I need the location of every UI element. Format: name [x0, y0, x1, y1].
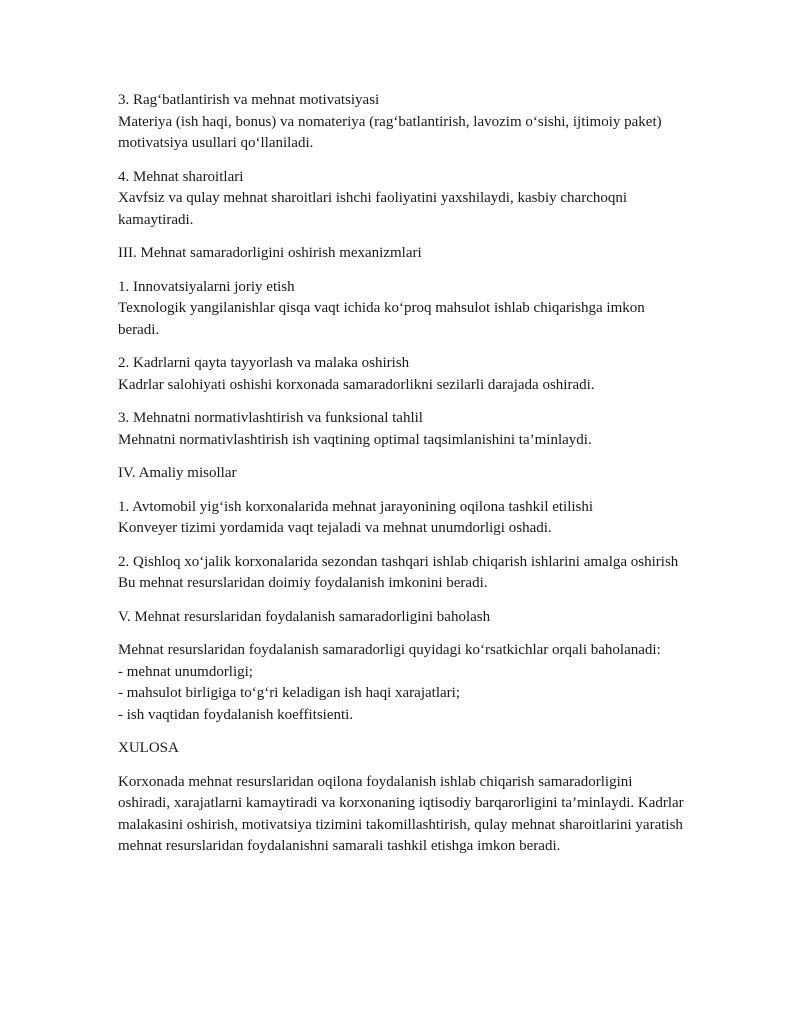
section-body: Kadrlar salohiyati oshishi korxonada samaradorlikni sezilarli darajada oshiradi.: [118, 376, 595, 393]
list-item: - mahsulot birligiga to‘g‘ri keladigan ish haqi xarajatlari;: [118, 685, 460, 701]
section-title: 2. Qishloq xo‘jalik korxonalarida sezondan tashqari ishlab chiqarish ishlarini amalga oshirish: [118, 553, 679, 570]
section-innovations: [118, 277, 688, 342]
section-title: 1. Innovatsiyalarni joriy etish: [118, 278, 295, 295]
list-item: - ish vaqtidan foydalanish koeffitsienti.: [118, 706, 354, 723]
section-body: Materiya (ish haqi, bonus) va nomateriya (rag‘batlantirish, lavozim o‘sishi, ijtimoiy paket) motivatsiya usullari qo‘llaniladi.: [118, 113, 662, 151]
section-title: 3. Mehnatni normativlashtirish va funksional tahlil: [118, 410, 423, 426]
section-body: Konveyer tizimi yordamida vaqt tejaladi va mehnat unumdorligi oshadi.: [118, 520, 552, 536]
section-title: 1. Avtomobil yig‘ish korxonalarida mehnat jarayonining oqilona tashkil etilishi: [118, 498, 594, 515]
section-normalization: [118, 408, 688, 451]
chapter-heading-v: V. Mehnat resurslaridan foydalanish samaradorligini baholash: [118, 608, 491, 625]
section-automotive-example: [118, 497, 688, 540]
section-body: Xavfsiz va qulay mehnat sharoitlari ishchi faoliyatini yaxshilaydi, kasbiy charchoqni kamaytiradi.: [118, 190, 628, 228]
chapter-heading-iv: IV. Amaliy misollar: [118, 465, 237, 481]
section-title: 3. Rag‘batlantirish va mehnat motivatsiyasi: [118, 92, 380, 108]
section-evaluation: [118, 640, 688, 726]
list-item: - mehnat unumdorligi;: [118, 663, 253, 680]
section-working-conditions: [118, 167, 688, 232]
conclusion: [118, 772, 688, 858]
document-page: [118, 90, 688, 870]
section-title: 4. Mehnat sharoitlari: [118, 168, 244, 185]
section-intro: Mehnat resurslaridan foydalanish samaradorligi quyidagi ko‘rsatkichlar orqali baholanadi:: [118, 642, 661, 658]
conclusion-body: Korxonada mehnat resurslaridan oqilona foydalanish ishlab chiqarish samaradorligini oshiradi, xarajatlarni kamaytiradi va korxonaning iqtisodiy barqarorligini ta’minlaydi. Kadrlar malakasini oshirish, motivatsiya tizimini takomillashtirish, qulay mehnat sharoitlarini yaratish mehnat resurslaridan foydalanishni samarali tashkil etishga imkon beradi.: [118, 773, 684, 854]
chapter-heading-iii: III. Mehnat samaradorligini oshirish mexanizmlari: [118, 245, 422, 261]
section-motivation: [118, 90, 688, 155]
section-agriculture-example: [118, 552, 688, 595]
conclusion-heading: XULOSA: [118, 740, 179, 756]
section-retraining: [118, 353, 688, 396]
section-title: 2. Kadrlarni qayta tayyorlash va malaka oshirish: [118, 355, 410, 371]
section-body: Bu mehnat resurslaridan doimiy foydalanish imkonini beradi.: [118, 575, 488, 591]
section-body: Texnologik yangilanishlar qisqa vaqt ichida ko‘proq mahsulot ishlab chiqarishga imkon beradi.: [118, 300, 645, 338]
section-body: Mehnatni normativlashtirish ish vaqtining optimal taqsimlanishini ta’minlaydi.: [118, 431, 592, 448]
